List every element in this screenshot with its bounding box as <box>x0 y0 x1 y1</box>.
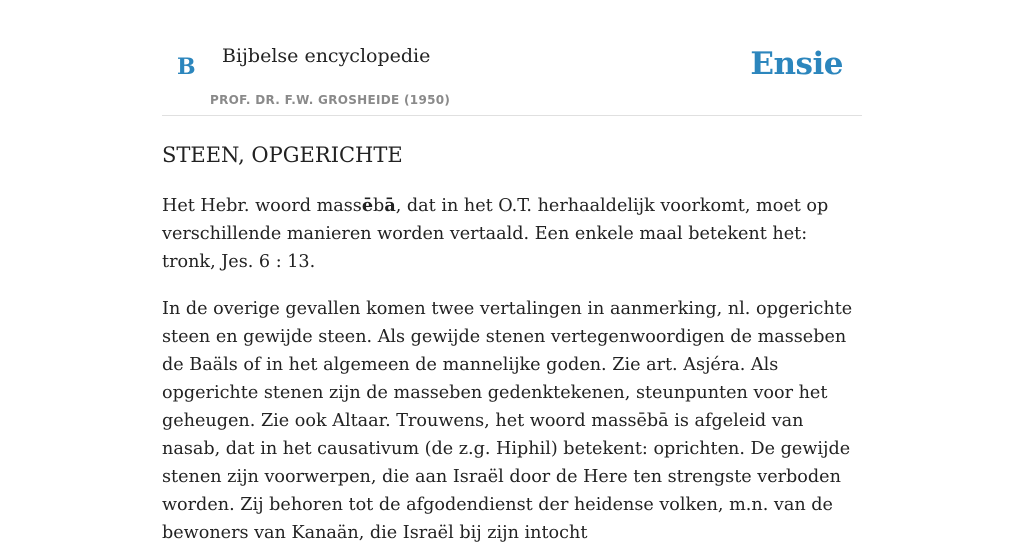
article-paragraph: In de overige gevallen komen twee vertalingen in aanmerking, nl. opgerichte steen en gewijde steen. Als gewijde stenen vertegenwoordigen de masseben de Baäls of in het algemeen de mannelijke goden. Zie art. Asjéra. Als opgerichte stenen zijn de masseben gedenktekenen, steunpunten voor het geheugen. Zie ook Altaar. Trouwens, het woord massēbā is afgeleid van nasab, dat in het causativum (de z.g. Hiphil) betekent: oprichten. De gewijde stenen zijn voorwerpen, die aan Israël door de Here ten strengste verboden worden. Zij behoren tot de afgodendienst der heidense volken, m.n. van de bewoners van Kanaän, die Israël bij zijn intocht <box>162 299 853 543</box>
paragraph-bold-letter: ē <box>361 195 374 216</box>
paragraph-text: Het Hebr. woord mass <box>162 196 362 216</box>
article-paragraph <box>162 192 862 276</box>
article-title: STEEN, OPGERICHTE <box>162 143 403 167</box>
paragraph-text: b <box>373 196 385 216</box>
book-title[interactable]: Bijbelse encyclopedie <box>222 45 431 67</box>
paragraph-bold-letter: ā <box>384 195 396 216</box>
book-author: PROF. DR. F.W. GROSHEIDE (1950) <box>210 93 451 107</box>
book-icon-letter[interactable]: B <box>177 54 196 80</box>
ensie-logo[interactable]: Ensie <box>750 46 843 82</box>
article <box>162 140 862 547</box>
header <box>162 0 862 116</box>
paragraph-text: , dat in het O.T. herhaaldelijk voorkomt, moet op verschillende manieren worden vertaald. Een enkele maal betekent het: tronk, Jes. 6 : 13. <box>162 196 829 272</box>
